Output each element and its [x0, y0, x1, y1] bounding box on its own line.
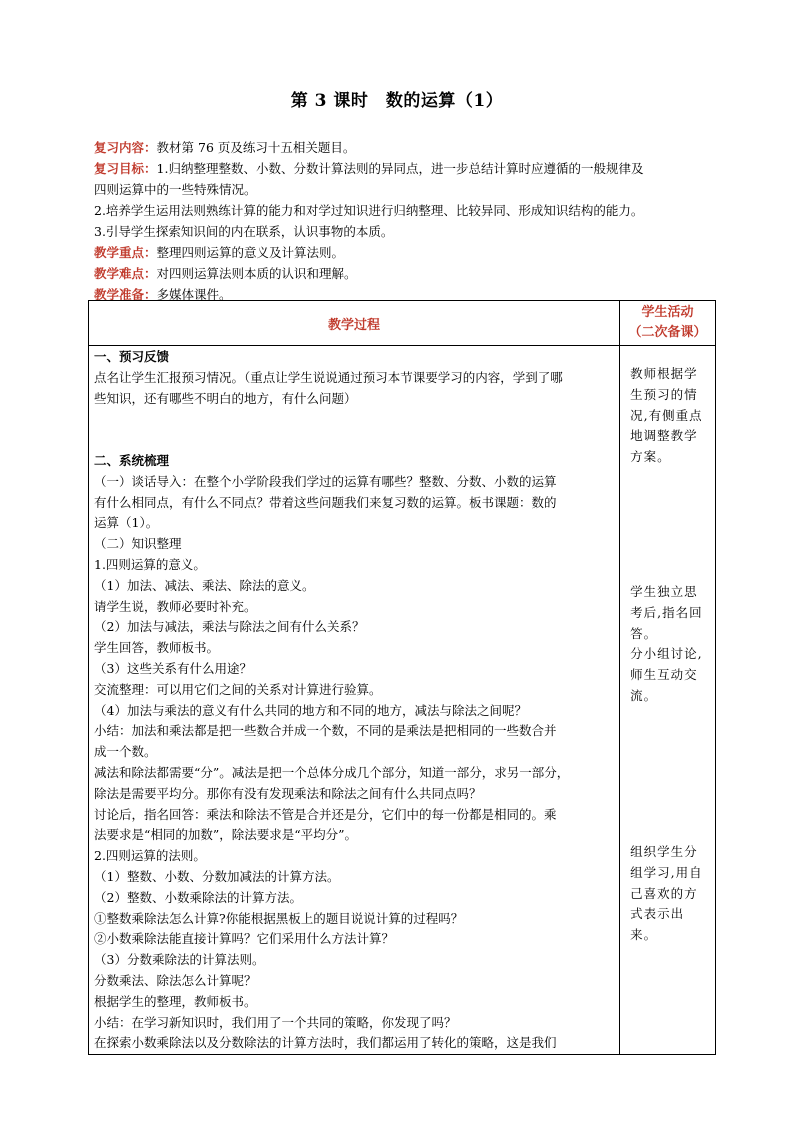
teaching-process-cell	[89, 346, 620, 1055]
process-line: （3）这些关系有什么用途？	[94, 660, 252, 676]
table-body-row	[89, 346, 716, 1055]
difficulty	[94, 263, 724, 284]
student-activity-note	[630, 364, 708, 468]
review-goal-text-1: 1.归纳整理整数、小数、分数计算法则的异同点，进一步总结计算时应遵循的一般规律及	[156, 161, 644, 176]
review-goal-line-1b: 四则运算中的一些特殊情况。	[94, 182, 257, 197]
student-activity-note-line: 师生互动交	[630, 666, 698, 682]
process-line: 成一个数。	[94, 744, 157, 760]
review-goal-line-3: 3.引导学生探索知识间的内在联系，认识事物的本质。	[94, 224, 394, 239]
process-line: 除法是需要平均分。那你有没有发现乘法和除法之间有什么共同点吗？	[94, 785, 482, 801]
student-activity-note-line: 组织学生分	[630, 844, 698, 859]
lesson-intro	[94, 137, 724, 305]
student-activity-note-line: 学生独立思	[630, 584, 698, 599]
process-line: 分数乘法、除法怎么计算呢？	[94, 972, 257, 988]
process-line: （1）加法、减法、乘法、除法的意义。	[94, 577, 315, 593]
key-point-label: 教学重点：	[94, 245, 157, 260]
student-activity-note-line: 式表示出来。	[630, 906, 685, 943]
process-line	[94, 409, 615, 430]
process-line: 些知识，还有哪些不明白的地方，有什么问题）	[94, 390, 357, 406]
student-activity-note-line: 己喜欢的方	[630, 885, 698, 901]
review-content-text: 教材第 76 页及练习十五相关题目。	[156, 140, 356, 155]
header-student-activity-line-1: 学生活动	[641, 305, 694, 320]
process-line: 学生回答，教师板书。	[94, 640, 220, 656]
lesson-table	[88, 300, 716, 1055]
process-line: ①整数乘除法怎么计算?你能根据黑板上的题目说说计算的过程吗？	[94, 910, 464, 926]
process-line: 2.四则运算的法则。	[94, 848, 206, 864]
student-activity-note-line: 答。	[630, 625, 658, 641]
process-line: 在探索小数乘除法以及分数除法的计算方法时，我们都运用了转化的策略，这是我们	[94, 1035, 557, 1051]
key-point-text: 整理四则运算的意义及计算法则。	[156, 245, 345, 260]
process-line: 法要求是“相同的加数”，除法要求是“平均分”。	[94, 827, 358, 843]
student-activity-note-line: 考后,指名回	[630, 604, 703, 620]
student-activity-note	[630, 582, 708, 644]
process-line: （1）整数、小数、分数加减法的计算方法。	[94, 868, 340, 884]
process-line: （4）加法与乘法的意义有什么共同的地方和不同的地方，减法与除法之间呢？	[94, 702, 527, 718]
process-line: 根据学生的整理，教师板书。	[94, 993, 257, 1009]
process-line: （一）谈话导入：在整个小学阶段我们学过的运算有哪些？整数、分数、小数的运算	[94, 473, 557, 489]
preparation-label: 教学准备：	[94, 287, 157, 302]
process-line: 交流整理：可以用它们之间的关系对计算进行验算。	[94, 681, 382, 697]
student-activity-note-line: 况,有侧重点	[630, 407, 703, 423]
student-activity-note-line: 教师根据学	[630, 366, 698, 381]
header-student-activity	[620, 301, 716, 346]
process-line: 小结：加法和乘法都是把一些数合并成一个数，不同的是乘法是把相同的一些数合并	[94, 723, 557, 739]
difficulty-text: 对四则运算法则本质的认识和理解。	[156, 266, 357, 281]
student-activity-note-line: 方案。	[630, 449, 671, 465]
review-goal	[94, 158, 724, 179]
process-line: 有什么相同点，有什么不同点？带着这些问题我们来复习数的运算。板书课题：数的	[94, 494, 557, 510]
preparation-text: 多媒体课件。	[156, 287, 232, 302]
review-goal-label: 复习目标：	[94, 161, 157, 176]
student-activity-note-line: 流。	[630, 687, 658, 703]
process-line: 二、系统梳理	[94, 452, 170, 468]
process-line: 请学生说，教师必要时补充。	[94, 598, 257, 614]
process-line: （二）知识整理	[94, 536, 182, 552]
process-line: ②小数乘除法能直接计算吗？它们采用什么方法计算？	[94, 931, 395, 947]
process-line: 减法和除法都需要“分”。减法是把一个总体分成几个部分，知道一部分，求另一部分，	[94, 764, 570, 780]
review-content	[94, 137, 724, 158]
student-activity-note	[630, 644, 708, 706]
page-title: 第 3 课时 数的运算（1）	[290, 91, 504, 111]
header-student-activity-line-2: （二次备课）	[628, 325, 707, 340]
student-activity-note-line: 生预习的情	[630, 386, 698, 402]
process-line: 小结：在学习新知识时，我们用了一个共同的策略，你发现了吗？	[94, 1014, 457, 1030]
process-line	[94, 430, 615, 451]
review-content-label: 复习内容：	[94, 140, 157, 155]
key-point	[94, 242, 724, 263]
process-line: 运算（1）。	[94, 515, 159, 531]
process-line: 一、预习反馈	[94, 349, 170, 364]
student-activity-note-line: 组学习,用自	[630, 864, 703, 880]
student-activity-cell	[620, 346, 716, 1055]
process-line: （2）整数、小数乘除法的计算方法。	[94, 889, 302, 905]
review-goal-line-2: 2.培养学生运用法则熟练计算的能力和对学过知识进行归纳整理、比较异同、形成知识结构的能力。	[94, 203, 644, 218]
student-activity-note-line: 分小组讨论,	[630, 646, 703, 661]
student-activity-note	[630, 842, 708, 946]
process-line: 讨论后，指名回答：乘法和除法不管是合并还是分，它们中的每一份都是相同的。乘	[94, 806, 557, 822]
student-activity-note-line: 地调整教学	[630, 428, 698, 444]
difficulty-label: 教学难点：	[94, 266, 157, 281]
process-line: （3）分数乘除法的计算法则。	[94, 952, 265, 968]
table-header-row	[89, 301, 716, 346]
process-line: （2）加法与减法，乘法与除法之间有什么关系？	[94, 619, 365, 635]
header-teaching-process: 教学过程	[89, 301, 620, 346]
process-line: 点名让学生汇报预习情况。（重点让学生说说通过预习本节课要学习的内容，学到了哪	[94, 369, 563, 385]
process-line: 1.四则运算的意义。	[94, 556, 206, 572]
